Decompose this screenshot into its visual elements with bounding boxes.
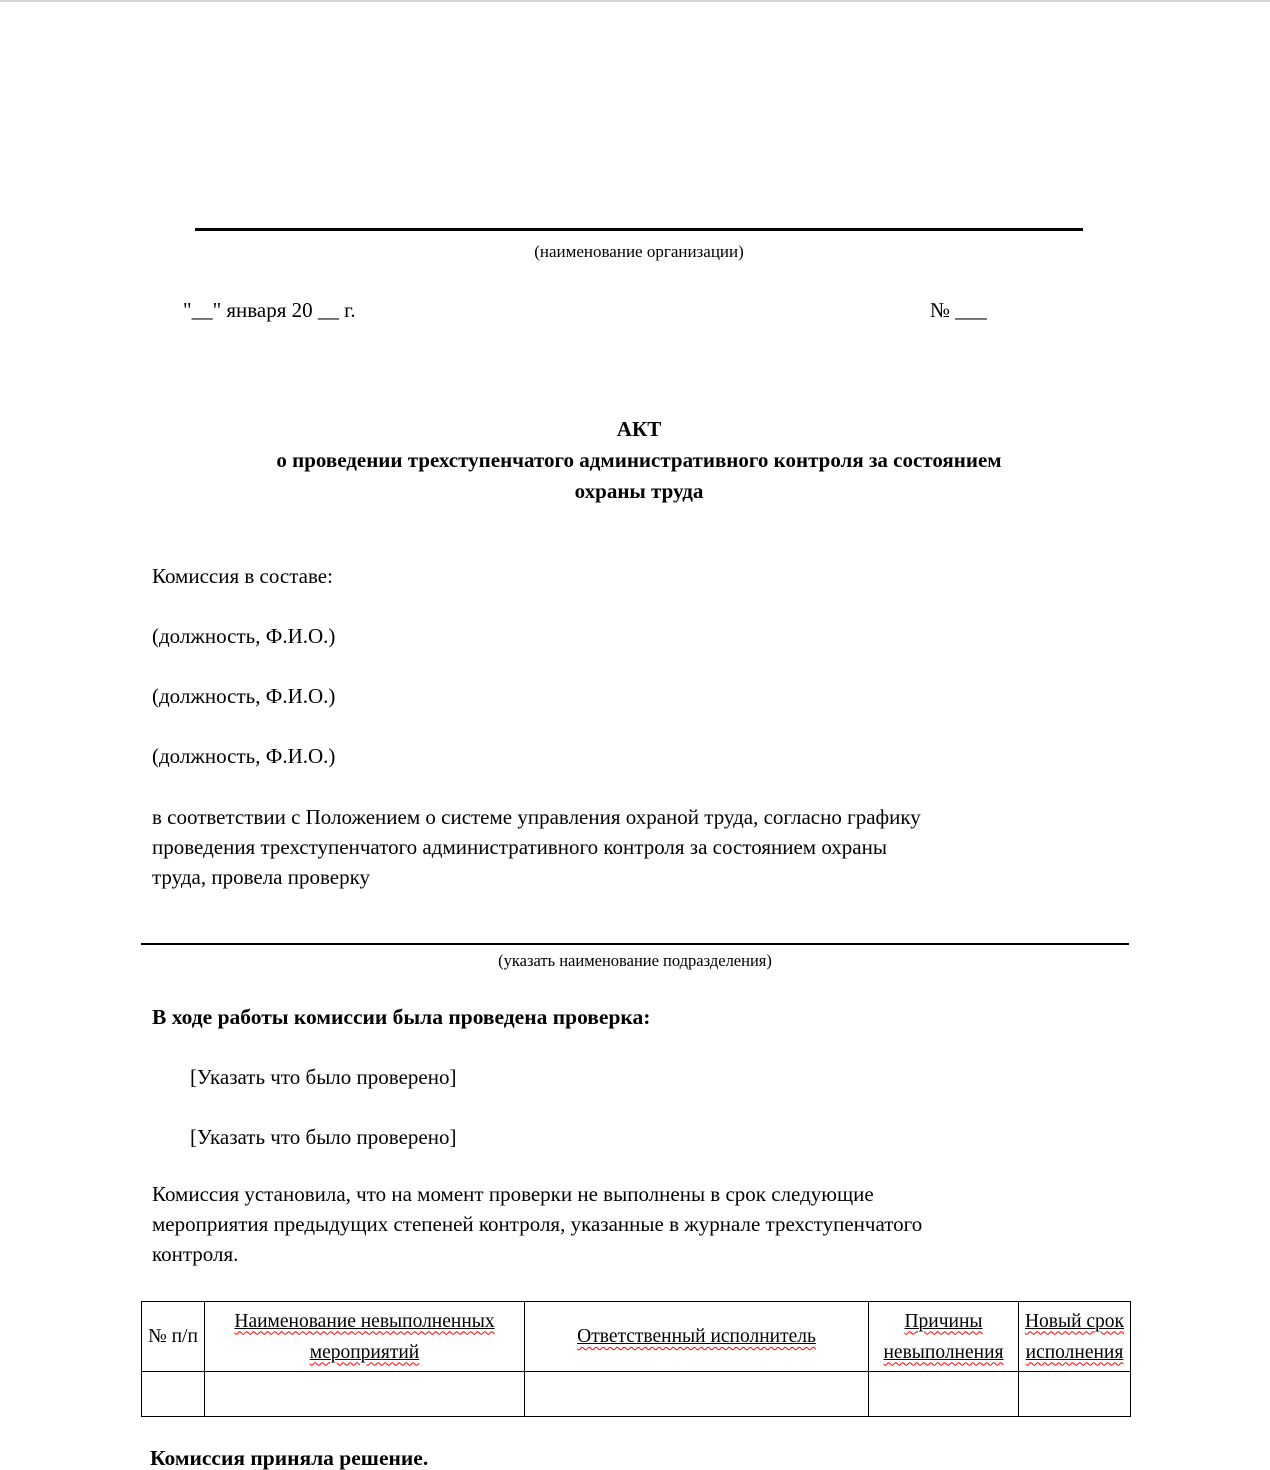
unfulfilled-measures-table xyxy=(141,1301,1131,1417)
document-number: № ___ xyxy=(930,298,987,322)
document-title xyxy=(148,414,1130,507)
check-heading: В ходе работы комиссии была проведена проверка: xyxy=(152,1005,651,1029)
table-header-row xyxy=(142,1302,1131,1372)
spellcheck-underline-text: Новый срок исполнения xyxy=(1024,1310,1125,1363)
spellcheck-dotted-text: Комиссия приняла решение. xyxy=(150,1446,429,1470)
unit-fill-in-rule xyxy=(141,943,1129,945)
title-line-2: о проведении трехступенчатого административного контроля за состоянием xyxy=(276,448,1002,472)
findings-line-3: контроля. xyxy=(152,1242,239,1266)
basis-line-1: в соответствии с Положением о системе управления охраной труда, согласно графику xyxy=(152,805,921,829)
basis-paragraph xyxy=(152,802,1137,892)
findings-paragraph xyxy=(152,1179,1137,1269)
empty-cell[interactable] xyxy=(869,1372,1019,1417)
header-cell-responsible xyxy=(525,1302,869,1372)
title-line-3: охраны труда xyxy=(574,479,704,503)
header-cell-number: № п/п xyxy=(142,1302,205,1372)
empty-cell[interactable] xyxy=(1019,1372,1131,1417)
member-placeholder: (должность, Ф.И.О.) xyxy=(152,744,336,768)
basis-line-3: труда, провела проверку xyxy=(152,865,370,889)
unit-caption: (указать наименование подразделения) xyxy=(498,951,772,970)
spellcheck-underline-text: Ответственный исполнитель xyxy=(577,1326,816,1347)
empty-cell[interactable] xyxy=(142,1372,205,1417)
member-placeholder: (должность, Ф.И.О.) xyxy=(152,684,336,708)
header-cell-measure-name xyxy=(205,1302,525,1372)
table-empty-row xyxy=(142,1372,1131,1417)
empty-cell[interactable] xyxy=(205,1372,525,1417)
member-placeholder: (должность, Ф.И.О.) xyxy=(152,624,336,648)
commission-label: Комиссия в составе: xyxy=(152,564,333,588)
spellcheck-underline-text: Причины невыполнения xyxy=(883,1310,1004,1363)
spellcheck-underline-text: Наименование невыполненных мероприятий xyxy=(234,1310,495,1363)
check-item-placeholder: [Указать что было проверено] xyxy=(190,1065,457,1089)
header-cell-reasons xyxy=(869,1302,1019,1372)
check-item-placeholder: [Указать что было проверено] xyxy=(190,1125,457,1149)
findings-line-1: Комиссия установила, что на момент проверки не выполнены в срок следующие xyxy=(152,1182,874,1206)
empty-cell[interactable] xyxy=(525,1372,869,1417)
header-cell-new-deadline xyxy=(1019,1302,1131,1372)
organization-fill-in-rule xyxy=(195,228,1083,231)
findings-line-2: мероприятия предыдущих степеней контроля, указанные в журнале трехступенчатого xyxy=(152,1212,923,1236)
date-line: "__" января 20 __ г. xyxy=(183,298,356,322)
title-line-1: АКТ xyxy=(616,417,662,441)
decision-heading xyxy=(150,1446,428,1470)
organization-caption: (наименование организации) xyxy=(534,242,744,261)
basis-line-2: проведения трехступенчатого административного контроля за состоянием охраны xyxy=(152,835,887,859)
